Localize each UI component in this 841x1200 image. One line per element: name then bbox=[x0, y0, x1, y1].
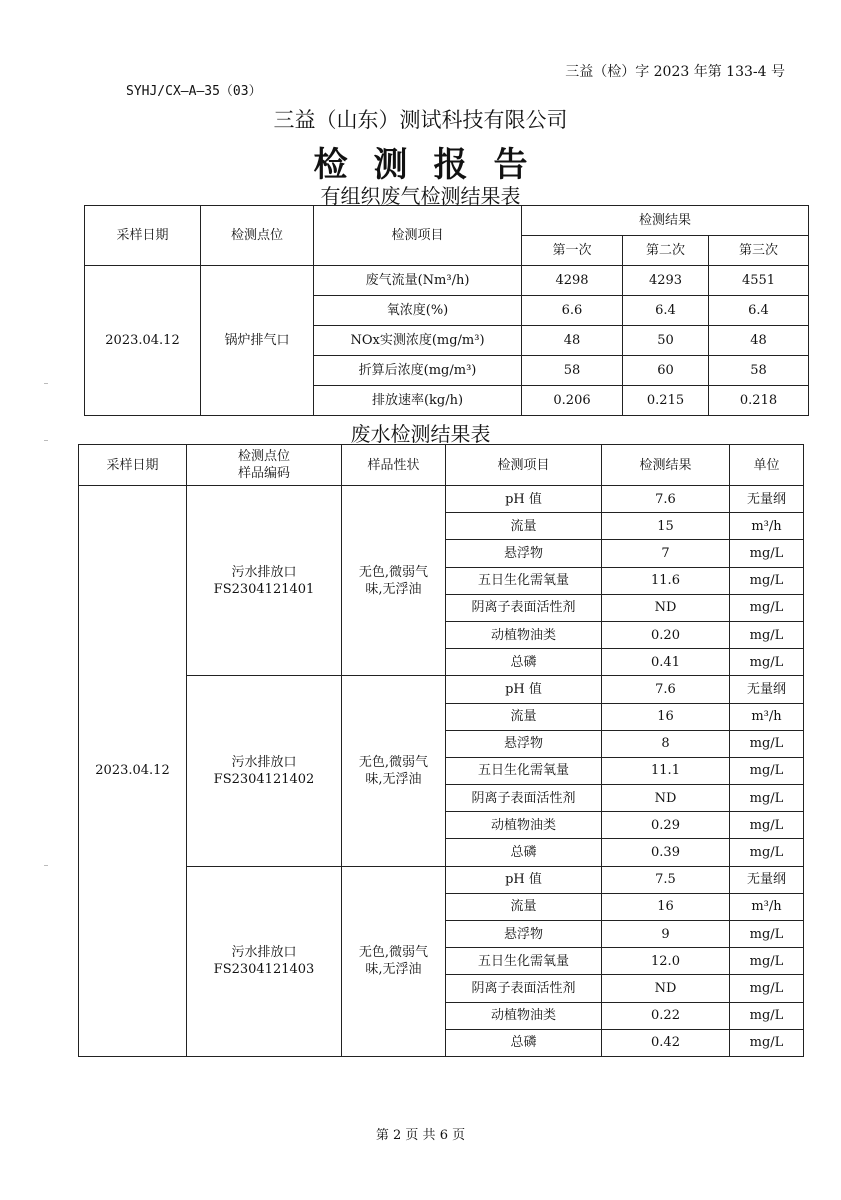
water-value: 9 bbox=[602, 921, 730, 948]
gas-item: 废气流量(Nm³/h) bbox=[314, 266, 522, 296]
water-item: 阴离子表面活性剂 bbox=[446, 785, 602, 812]
water-sample-code: FS2304121401 bbox=[213, 581, 315, 597]
water-unit: mg/L bbox=[730, 921, 804, 948]
gas-monitoring-point: 锅炉排气口 bbox=[201, 266, 314, 416]
water-value: 7.6 bbox=[602, 676, 730, 703]
gas-value-first: 48 bbox=[522, 326, 623, 356]
water-unit: mg/L bbox=[730, 839, 804, 866]
water-unit: mg/L bbox=[730, 540, 804, 567]
water-unit: mg/L bbox=[730, 730, 804, 757]
water-sample-code: FS2304121402 bbox=[213, 771, 315, 787]
water-item: 流量 bbox=[446, 513, 602, 540]
water-value: 16 bbox=[602, 703, 730, 730]
form-code: SYHJ/CX—A—35（03） bbox=[126, 84, 262, 99]
water-state-line1: 无色,微弱气 bbox=[358, 564, 429, 580]
water-unit: mg/L bbox=[730, 757, 804, 784]
water-value: 15 bbox=[602, 513, 730, 540]
gas-header-result: 检测结果 bbox=[522, 206, 809, 236]
water-table-title: 废水检测结果表 bbox=[350, 422, 491, 446]
water-sample-state bbox=[342, 676, 446, 866]
water-item: 五日生化需氧量 bbox=[446, 757, 602, 784]
water-sample-state bbox=[342, 866, 446, 1056]
gas-value-third: 0.218 bbox=[709, 386, 809, 416]
water-point: 污水排放口 bbox=[231, 564, 297, 580]
water-unit: mg/L bbox=[730, 594, 804, 621]
gas-value-second: 60 bbox=[623, 356, 709, 386]
water-item: 总磷 bbox=[446, 839, 602, 866]
water-item: 悬浮物 bbox=[446, 921, 602, 948]
water-item: 五日生化需氧量 bbox=[446, 948, 602, 975]
water-item: 动植物油类 bbox=[446, 1002, 602, 1029]
water-value: 7 bbox=[602, 540, 730, 567]
water-item: 总磷 bbox=[446, 1029, 602, 1056]
company-name: 三益（山东）测试科技有限公司 bbox=[273, 108, 568, 132]
gas-value-first: 6.6 bbox=[522, 296, 623, 326]
water-unit: mg/L bbox=[730, 812, 804, 839]
water-unit: m³/h bbox=[730, 703, 804, 730]
water-point-code bbox=[187, 486, 342, 676]
water-value: 0.20 bbox=[602, 621, 730, 648]
water-item: pH 值 bbox=[446, 486, 602, 513]
water-results-table bbox=[78, 444, 804, 1057]
water-unit: mg/L bbox=[730, 1002, 804, 1029]
gas-value-first: 58 bbox=[522, 356, 623, 386]
gas-value-second: 4293 bbox=[623, 266, 709, 296]
water-point-code bbox=[187, 866, 342, 1056]
water-value: 0.41 bbox=[602, 649, 730, 676]
water-unit: mg/L bbox=[730, 1029, 804, 1056]
water-header-state: 样品性状 bbox=[342, 445, 446, 486]
water-state-line1: 无色,微弱气 bbox=[358, 945, 429, 961]
water-value: 7.6 bbox=[602, 486, 730, 513]
gas-value-first: 4298 bbox=[522, 266, 623, 296]
gas-item: NOx实测浓度(mg/m³) bbox=[314, 326, 522, 356]
gas-value-third: 48 bbox=[709, 326, 809, 356]
water-unit: mg/L bbox=[730, 975, 804, 1002]
gas-header-second: 第二次 bbox=[623, 236, 709, 266]
water-unit: m³/h bbox=[730, 893, 804, 920]
table-row bbox=[79, 866, 804, 893]
water-value: 7.5 bbox=[602, 866, 730, 893]
water-unit: mg/L bbox=[730, 785, 804, 812]
water-sampling-date: 2023.04.12 bbox=[79, 486, 187, 1057]
page-number: 第 2 页 共 6 页 bbox=[375, 1128, 466, 1143]
gas-value-second: 50 bbox=[623, 326, 709, 356]
table-row bbox=[79, 676, 804, 703]
water-item: 悬浮物 bbox=[446, 730, 602, 757]
report-number: 三益（检）字 2023 年第 133-4 号 bbox=[565, 64, 785, 80]
water-value: ND bbox=[602, 975, 730, 1002]
water-unit: m³/h bbox=[730, 513, 804, 540]
water-header-point-line2: 样品编码 bbox=[237, 466, 290, 481]
water-item: 流量 bbox=[446, 703, 602, 730]
water-item: 悬浮物 bbox=[446, 540, 602, 567]
water-header-item: 检测项目 bbox=[446, 445, 602, 486]
water-value: ND bbox=[602, 594, 730, 621]
water-value: 12.0 bbox=[602, 948, 730, 975]
water-item: pH 值 bbox=[446, 676, 602, 703]
water-header-date: 采样日期 bbox=[79, 445, 187, 486]
water-value: ND bbox=[602, 785, 730, 812]
water-value: 11.1 bbox=[602, 757, 730, 784]
water-header-point bbox=[187, 445, 342, 486]
water-item: 动植物油类 bbox=[446, 812, 602, 839]
water-item: 动植物油类 bbox=[446, 621, 602, 648]
water-value: 0.22 bbox=[602, 1002, 730, 1029]
water-item: 总磷 bbox=[446, 649, 602, 676]
gas-results-table bbox=[84, 205, 809, 416]
water-unit: 无量纲 bbox=[730, 676, 804, 703]
gas-sampling-date: 2023.04.12 bbox=[85, 266, 201, 416]
water-header-point-line1: 检测点位 bbox=[237, 449, 290, 464]
water-state-line2: 味,无浮油 bbox=[365, 962, 422, 978]
table-row bbox=[79, 486, 804, 513]
water-point: 污水排放口 bbox=[231, 945, 297, 961]
water-unit: mg/L bbox=[730, 621, 804, 648]
water-item: 阴离子表面活性剂 bbox=[446, 975, 602, 1002]
water-value: 0.29 bbox=[602, 812, 730, 839]
water-item: 流量 bbox=[446, 893, 602, 920]
water-value: 0.39 bbox=[602, 839, 730, 866]
water-item: 五日生化需氧量 bbox=[446, 567, 602, 594]
water-point: 污水排放口 bbox=[231, 754, 297, 770]
water-header-result: 检测结果 bbox=[602, 445, 730, 486]
water-point-code bbox=[187, 676, 342, 866]
water-unit: mg/L bbox=[730, 649, 804, 676]
water-item: pH 值 bbox=[446, 866, 602, 893]
gas-value-third: 6.4 bbox=[709, 296, 809, 326]
water-unit: 无量纲 bbox=[730, 866, 804, 893]
gas-header-third: 第三次 bbox=[709, 236, 809, 266]
water-value: 0.42 bbox=[602, 1029, 730, 1056]
gas-table-title: 有组织废气检测结果表 bbox=[320, 184, 521, 208]
gas-item: 氧浓度(%) bbox=[314, 296, 522, 326]
report-title: 检测报告 bbox=[313, 145, 554, 185]
water-item: 阴离子表面活性剂 bbox=[446, 594, 602, 621]
water-value: 11.6 bbox=[602, 567, 730, 594]
gas-item: 排放速率(kg/h) bbox=[314, 386, 522, 416]
gas-value-first: 0.206 bbox=[522, 386, 623, 416]
gas-header-item: 检测项目 bbox=[314, 206, 522, 266]
gas-value-third: 4551 bbox=[709, 266, 809, 296]
gas-header-first: 第一次 bbox=[522, 236, 623, 266]
gas-header-point: 检测点位 bbox=[201, 206, 314, 266]
water-state-line1: 无色,微弱气 bbox=[358, 754, 429, 770]
gas-value-second: 6.4 bbox=[623, 296, 709, 326]
water-sample-code: FS2304121403 bbox=[213, 962, 315, 978]
water-value: 16 bbox=[602, 893, 730, 920]
gas-value-third: 58 bbox=[709, 356, 809, 386]
water-sample-state bbox=[342, 486, 446, 676]
water-state-line2: 味,无浮油 bbox=[365, 771, 422, 787]
water-value: 8 bbox=[602, 730, 730, 757]
table-row bbox=[85, 266, 809, 296]
water-header-unit: 单位 bbox=[730, 445, 804, 486]
gas-item: 折算后浓度(mg/m³) bbox=[314, 356, 522, 386]
gas-value-second: 0.215 bbox=[623, 386, 709, 416]
water-unit: 无量纲 bbox=[730, 486, 804, 513]
water-unit: mg/L bbox=[730, 948, 804, 975]
water-unit: mg/L bbox=[730, 567, 804, 594]
water-state-line2: 味,无浮油 bbox=[365, 581, 422, 597]
gas-header-date: 采样日期 bbox=[85, 206, 201, 266]
